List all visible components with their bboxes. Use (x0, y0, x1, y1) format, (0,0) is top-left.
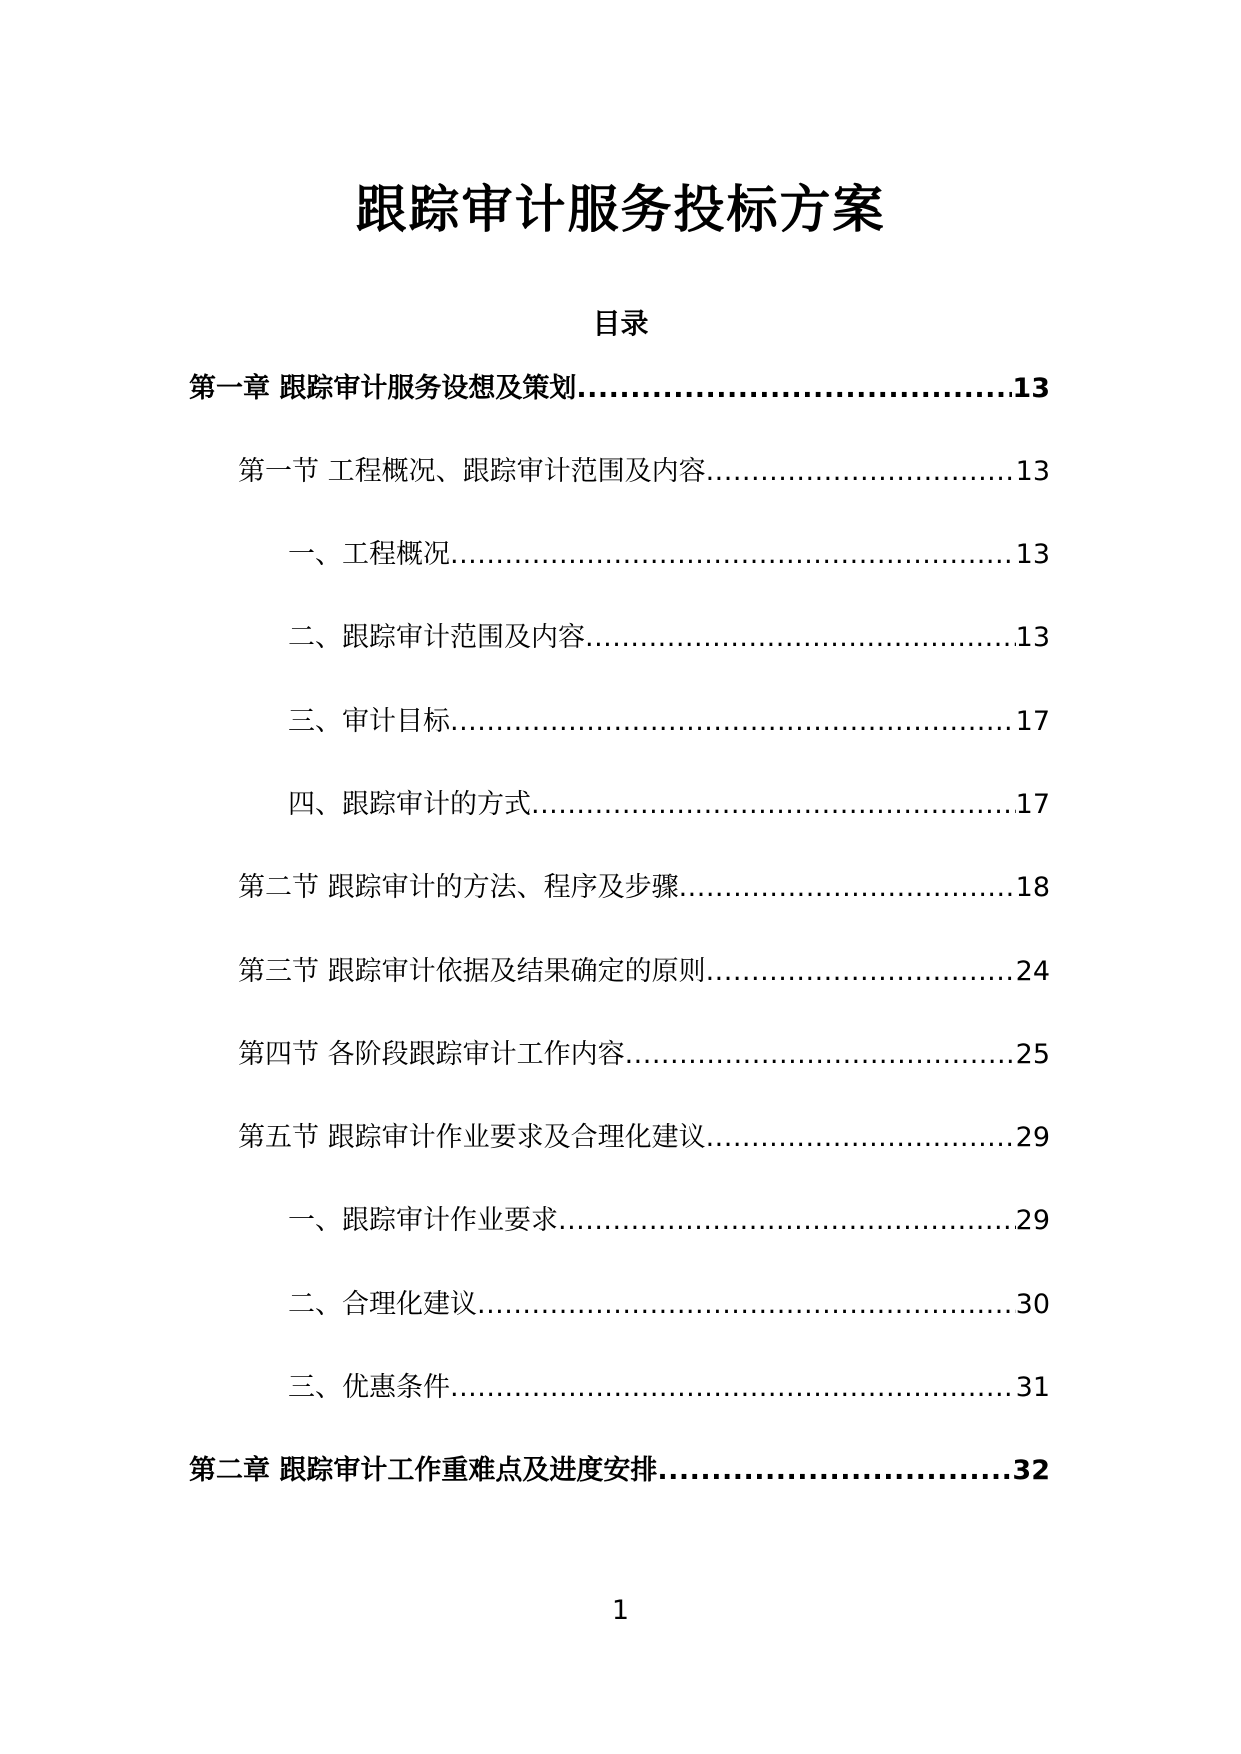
toc-entry-page: 29 (1015, 1205, 1050, 1236)
toc-entry-section-1-3[interactable] (238, 952, 1050, 992)
toc-dot-leader (450, 702, 1016, 742)
toc-entry-label: 第四节 各阶段跟踪审计工作内容 (238, 1039, 625, 1070)
toc-entry-page: 24 (1015, 956, 1050, 987)
toc-entry-page: 13 (1012, 373, 1050, 404)
toc-entry-label: 三、审计目标 (288, 706, 450, 737)
toc-entry-label: 二、跟踪审计范围及内容 (288, 622, 585, 653)
document-title: 跟踪审计服务投标方案 (355, 181, 886, 240)
toc-entry-item[interactable] (288, 785, 1050, 825)
toc-entry-item[interactable] (288, 1285, 1050, 1325)
toc-dot-leader (477, 1285, 1016, 1325)
toc-entry-label: 一、跟踪审计作业要求 (288, 1205, 558, 1236)
toc-entry-label: 第一章 跟踪审计服务设想及策划 (189, 373, 577, 404)
toc-dot-leader (706, 452, 1016, 492)
toc-entry-label: 四、跟踪审计的方式 (288, 789, 531, 820)
toc-entry-page: 13 (1015, 622, 1050, 653)
toc-entry-label: 三、优惠条件 (288, 1372, 450, 1403)
toc-entry-page: 13 (1015, 539, 1050, 570)
toc-entry-label: 第二章 跟踪审计工作重难点及进度安排 (189, 1455, 658, 1486)
toc-dot-leader (450, 535, 1016, 575)
toc-entry-page: 31 (1015, 1372, 1050, 1403)
toc-dot-leader (585, 618, 1016, 658)
toc-dot-leader (576, 369, 1012, 409)
toc-entry-chapter-1[interactable] (189, 369, 1050, 409)
toc-entry-page: 13 (1015, 456, 1050, 487)
toc-entry-label: 第三节 跟踪审计依据及结果确定的原则 (238, 956, 706, 987)
toc-entry-section-1-2[interactable] (238, 868, 1050, 908)
toc-entry-item[interactable] (288, 702, 1050, 742)
toc-dot-leader (531, 785, 1016, 825)
toc-dot-leader (706, 1118, 1016, 1158)
toc-dot-leader (625, 1035, 1016, 1075)
toc-dot-leader (706, 952, 1016, 992)
toc-entry-page: 32 (1012, 1455, 1050, 1486)
toc-entry-item[interactable] (288, 618, 1050, 658)
toc-entry-item[interactable] (288, 1368, 1050, 1408)
toc-entry-page: 17 (1015, 789, 1050, 820)
toc-entry-section-1-1[interactable] (238, 452, 1050, 492)
toc-entry-page: 29 (1015, 1122, 1050, 1153)
toc-dot-leader (450, 1368, 1016, 1408)
toc-dot-leader (558, 1201, 1016, 1241)
toc-entry-label: 二、合理化建议 (288, 1289, 477, 1320)
toc-dot-leader (657, 1451, 1012, 1491)
toc-entry-chapter-2[interactable] (189, 1451, 1050, 1491)
toc-entry-item[interactable] (288, 1201, 1050, 1241)
toc-entry-label: 第二节 跟踪审计的方法、程序及步骤 (238, 872, 679, 903)
toc-entry-item[interactable] (288, 535, 1050, 575)
toc-dot-leader (679, 868, 1016, 908)
page-number: 1 (611, 1595, 630, 1626)
toc-entry-label: 第五节 跟踪审计作业要求及合理化建议 (238, 1122, 706, 1153)
toc-entry-page: 18 (1015, 872, 1050, 903)
toc-entry-label: 第一节 工程概况、跟踪审计范围及内容 (238, 456, 706, 487)
toc-entry-page: 17 (1015, 706, 1050, 737)
toc-entry-page: 25 (1015, 1039, 1050, 1070)
toc-entry-label: 一、工程概况 (288, 539, 450, 570)
toc-entry-section-1-4[interactable] (238, 1035, 1050, 1075)
toc-entry-section-1-5[interactable] (238, 1118, 1050, 1158)
toc-heading: 目录 (592, 307, 649, 340)
toc-entry-page: 30 (1015, 1289, 1050, 1320)
